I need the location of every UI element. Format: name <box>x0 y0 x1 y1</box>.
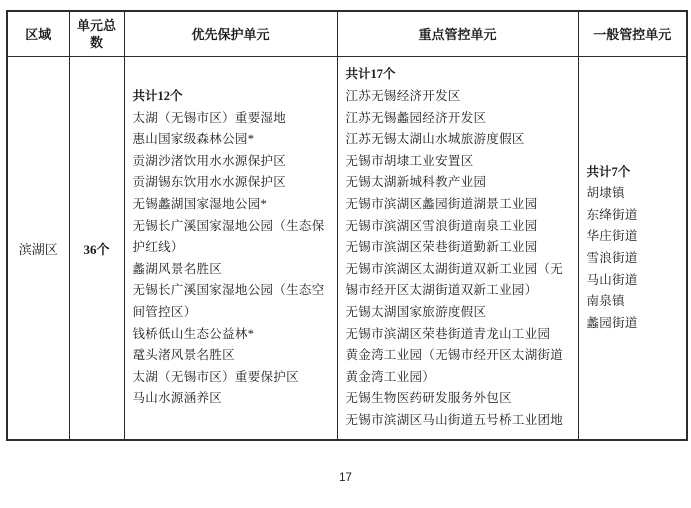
list-item: 无锡市滨湖区荣巷街道青龙山工业园 <box>345 326 551 341</box>
list-item: 鼋头渚风景名胜区 <box>132 348 235 363</box>
general-control-item-list <box>587 183 681 334</box>
list-item: 无锡长广溪国家湿地公园（生态空间管控区） <box>132 283 325 319</box>
list-item: 无锡市滨湖区荣巷街道勤新工业园 <box>345 240 538 255</box>
general-control-cell <box>578 57 687 441</box>
header-general-control-units: 一般管控单元 <box>578 11 687 57</box>
priority-count-label: 共计12个 <box>132 89 183 104</box>
list-item: 无锡蠡湖国家湿地公园* <box>132 197 268 212</box>
header-priority-protection-units: 优先保护单元 <box>124 11 337 57</box>
total-units-cell: 36个 <box>69 57 124 441</box>
table-row <box>7 57 687 441</box>
key-control-item-list <box>346 86 572 432</box>
list-item: 江苏无锡太湖山水城旅游度假区 <box>345 132 525 147</box>
page-number: 17 <box>339 472 352 484</box>
list-item: 黄金湾工业园（无锡市经开区太湖街道黄金湾工业园） <box>345 348 564 384</box>
list-item: 无锡长广溪国家湿地公园（生态保护红线） <box>132 218 325 255</box>
table-header-row <box>7 11 687 57</box>
list-item: 南泉镇 <box>586 294 625 309</box>
priority-protection-cell <box>124 57 337 441</box>
list-item: 太湖（无锡市区）重要保护区 <box>132 369 299 384</box>
list-item: 东绛街道 <box>586 207 638 222</box>
list-item: 江苏无锡蠡园经济开发区 <box>345 110 487 125</box>
header-key-control-units: 重点管控单元 <box>337 11 578 57</box>
list-item: 马山街道 <box>586 272 638 287</box>
key-control-count-label: 共计17个 <box>345 67 396 82</box>
list-item: 无锡生物医药研发服务外包区 <box>345 391 512 406</box>
key-control-cell <box>337 57 578 441</box>
list-item: 无锡市滨湖区蠡园街道湖景工业园 <box>345 197 538 212</box>
list-item: 江苏无锡经济开发区 <box>345 89 461 104</box>
list-item: 无锡市滨湖区太湖街道双新工业园（无锡市经开区太湖街道双新工业园） <box>345 261 564 298</box>
priority-item-list <box>133 108 331 410</box>
list-item: 无锡市滨湖区雪浪街道南泉工业园 <box>345 218 538 233</box>
list-item: 无锡太湖新城科教产业园 <box>345 175 487 190</box>
list-item: 无锡太湖国家旅游度假区 <box>345 304 487 319</box>
list-item: 钱桥低山生态公益林* <box>132 326 255 341</box>
list-item: 无锡市胡埭工业安置区 <box>345 153 474 168</box>
control-unit-table <box>6 10 688 441</box>
header-total-units: 单元总数 <box>69 11 124 57</box>
list-item: 华庄街道 <box>586 229 638 244</box>
general-control-count-label: 共计7个 <box>586 164 631 179</box>
region-cell: 滨湖区 <box>7 57 69 441</box>
list-item: 无锡市滨湖区马山街道五号桥工业团地 <box>345 412 564 427</box>
list-item: 蠡园街道 <box>586 315 638 330</box>
list-item: 胡埭镇 <box>586 186 625 201</box>
list-item: 太湖（无锡市区）重要湿地 <box>132 110 287 125</box>
list-item: 贡湖沙渚饮用水水源保护区 <box>132 153 287 168</box>
list-item: 马山水源涵养区 <box>132 391 223 406</box>
list-item: 贡湖锡东饮用水水源保护区 <box>132 175 287 190</box>
header-region: 区域 <box>7 11 69 57</box>
list-item: 蠡湖风景名胜区 <box>132 261 223 276</box>
list-item: 惠山国家级森林公园* <box>132 132 255 147</box>
list-item: 雪浪街道 <box>586 251 638 265</box>
